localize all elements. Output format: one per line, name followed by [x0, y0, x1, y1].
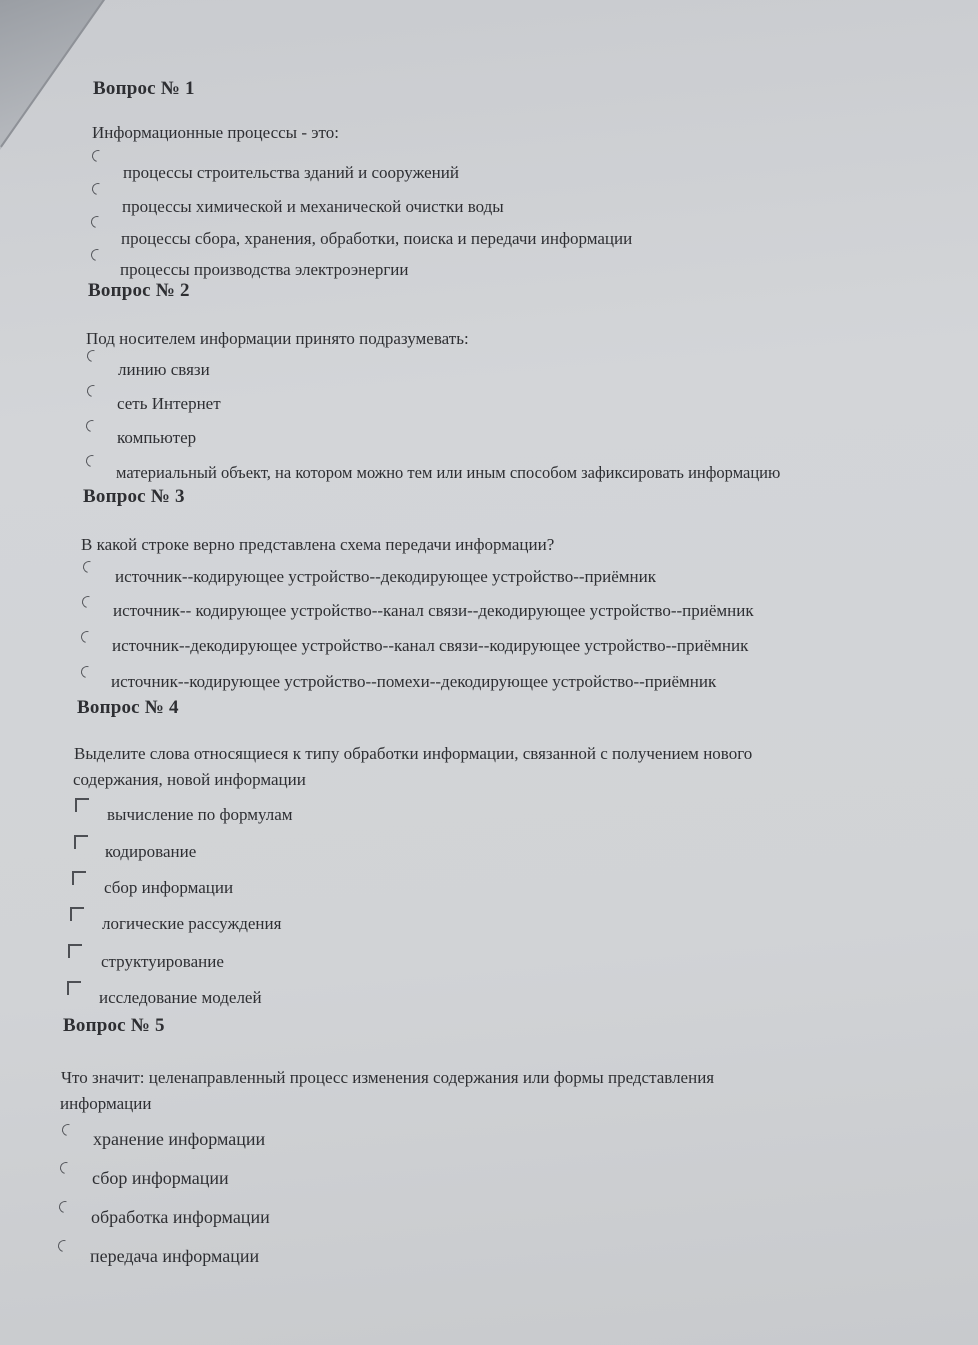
question-3-option-1-label: источник--кодирующее устройство--декодирующее устройство--приёмник	[115, 567, 656, 586]
question-2-text: Под носителем информации принято подразумевать:	[86, 329, 469, 348]
question-4-option-3-checkbox[interactable]	[72, 871, 86, 885]
question-3-text: В какой строке верно представлена схема передачи информации?	[81, 535, 555, 554]
question-5-option-2-radio[interactable]	[58, 1160, 74, 1176]
question-5-option-3-radio[interactable]	[57, 1199, 73, 1215]
question-5-text-line-1: Что значит: целенаправленный процесс изменения содержания или формы представления	[61, 1068, 715, 1087]
question-4-option-5-checkbox[interactable]	[68, 944, 82, 958]
question-1-option-4-radio[interactable]	[89, 247, 105, 263]
question-2-option-3-radio[interactable]	[84, 418, 100, 434]
question-4-title: Вопрос № 4	[77, 697, 179, 718]
question-1-option-1-radio[interactable]	[90, 148, 106, 164]
question-1-option-3-radio[interactable]	[89, 214, 105, 230]
question-1-option-2-label: процессы химической и механической очистки воды	[122, 197, 504, 216]
question-3-title: Вопрос № 3	[83, 486, 185, 507]
question-2-option-4-radio[interactable]	[84, 453, 100, 469]
question-2-title: Вопрос № 2	[88, 280, 190, 301]
question-3-option-3-radio[interactable]	[79, 629, 95, 645]
question-1-option-1-label: процессы строительства зданий и сооружений	[123, 163, 459, 182]
question-4-option-4-checkbox[interactable]	[70, 907, 84, 921]
question-4-text-line-1: Выделите слова относящиеся к типу обработки информации, связанной с получением нового	[74, 744, 753, 763]
question-3-option-3-label: источник--декодирующее устройство--канал связи--кодирующее устройство--приёмник	[112, 636, 749, 655]
question-4-option-4-label: логические рассуждения	[102, 914, 282, 933]
question-1-title: Вопрос № 1	[93, 78, 195, 99]
question-4-option-2-label: кодирование	[105, 842, 197, 861]
question-5-option-1-label: хранение информации	[93, 1129, 266, 1149]
question-4-text-line-2: содержания, новой информации	[73, 770, 306, 789]
question-3-option-2-label: источник-- кодирующее устройство--канал связи--декодирующее устройство--приёмник	[113, 601, 754, 620]
question-4-option-3-label: сбор информации	[104, 878, 234, 897]
question-5-option-4-label: передача информации	[90, 1246, 260, 1266]
question-2-option-3-label: компьютер	[117, 428, 197, 447]
question-3-option-4-radio[interactable]	[79, 664, 95, 680]
question-5-option-1-radio[interactable]	[60, 1122, 76, 1138]
question-1-text: Информационные процессы - это:	[92, 123, 339, 142]
question-4-option-5-label: структуирование	[101, 952, 224, 971]
question-3-option-1-radio[interactable]	[81, 559, 97, 575]
question-5-option-2-label: сбор информации	[92, 1168, 229, 1188]
question-1-option-2-radio[interactable]	[90, 181, 106, 197]
question-4-option-6-checkbox[interactable]	[67, 981, 81, 995]
question-4-option-1-checkbox[interactable]	[75, 798, 89, 812]
question-5-option-3-label: обработка информации	[91, 1207, 270, 1227]
question-4-option-1-label: вычисление по формулам	[107, 805, 293, 824]
question-2-option-2-label: сеть Интернет	[117, 394, 221, 413]
question-3-option-4-label: источник--кодирующее устройство--помехи--декодирующее устройство--приёмник	[111, 672, 717, 691]
question-5-title: Вопрос № 5	[63, 1015, 165, 1036]
question-2-option-1-label: линию связи	[118, 360, 210, 379]
question-2-option-4-label: материальный объект, на котором можно тем или иным способом зафиксировать информацию	[116, 463, 781, 482]
question-1-option-3-label: процессы сбора, хранения, обработки, поиска и передачи информации	[121, 229, 633, 248]
question-3-option-2-radio[interactable]	[80, 594, 96, 610]
question-5-option-4-radio[interactable]	[56, 1238, 72, 1254]
question-4-option-2-checkbox[interactable]	[74, 835, 88, 849]
question-4-option-6-label: исследование моделей	[99, 988, 262, 1007]
question-2-option-2-radio[interactable]	[85, 383, 101, 399]
question-5-text-line-2: информации	[60, 1094, 152, 1113]
question-1-option-4-label: процессы производства электроэнергии	[120, 260, 409, 279]
